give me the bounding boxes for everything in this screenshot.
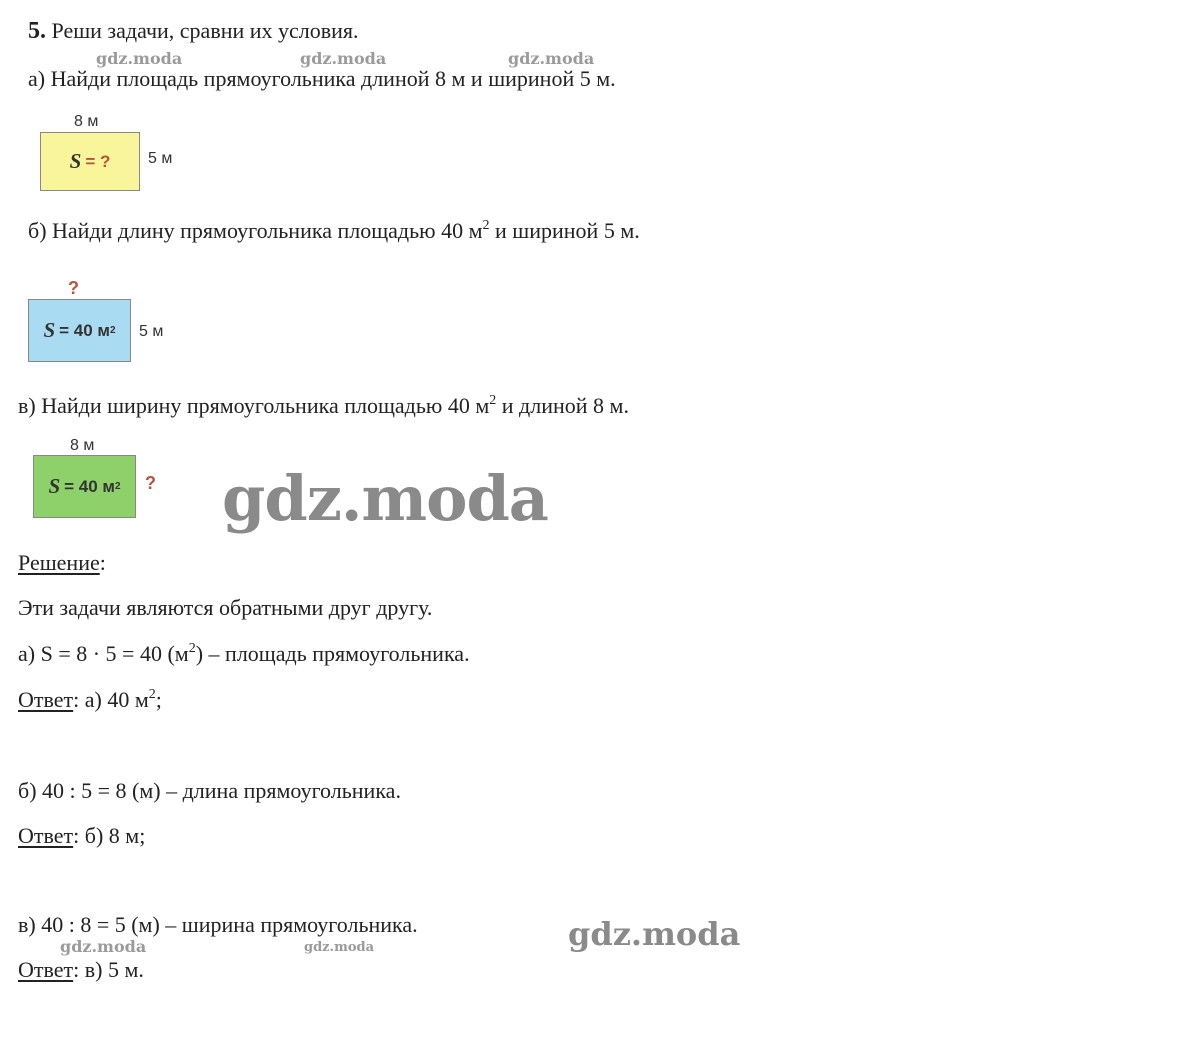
fig-c-rectangle: S = 40 м 2 <box>33 455 136 518</box>
solution-heading: Решение: <box>18 550 106 575</box>
fig-c-width-unknown: ? <box>145 473 156 493</box>
watermark-small-3: gdz.moda <box>508 49 595 68</box>
watermark-small-1: gdz.moda <box>96 49 183 68</box>
fig-a-s: S <box>69 149 82 173</box>
solution-b: б) 40 : 5 = 8 (м) – длина прямоугольника. <box>18 778 401 803</box>
fig-a-width-label: 5 м <box>148 150 173 167</box>
fig-b-width-label: 5 м <box>139 323 164 340</box>
fig-c-formula: = 40 м <box>64 476 115 496</box>
fig-a-formula: = ? <box>85 151 111 171</box>
task-title: Реши задачи, сравни их условия. <box>51 18 359 43</box>
fig-b-length-unknown: ? <box>68 278 79 298</box>
fig-c-length-label: 8 м <box>70 437 95 454</box>
task-a: а) Найди площадь прямоугольника длиной 8 м и шириной 5 м. <box>28 66 616 91</box>
task-c: в) Найди ширину прямоугольника площадью 40 $м^2$ и длиной 8 м. <box>18 393 629 418</box>
fig-a-length-label: 8 м <box>74 113 99 130</box>
task-b: б) Найди длину прямоугольника площадью 40 $м^2$ и шириной 5 м. <box>28 218 640 243</box>
watermark-small-5: gdz.moda <box>304 940 375 955</box>
fig-b-rectangle: S = 40 м 2 <box>28 299 131 362</box>
solution-intro: Эти задачи являются обратными друг другу. <box>18 595 433 620</box>
task-title-line <box>28 18 359 44</box>
answer-c: Ответ: в) 5 м. <box>18 957 144 982</box>
fig-b-formula: = 40 м <box>59 320 110 340</box>
fig-c-s: S <box>48 474 61 498</box>
answer-a: Ответ: а) 40 $м^2$; <box>18 687 162 712</box>
fig-b-s: S <box>43 318 56 342</box>
solution-a: а) S = 8 · 5 = 40 $(м^2)$ – площадь прямоугольника. <box>18 641 470 666</box>
watermark-small-2: gdz.moda <box>300 49 387 68</box>
watermark-large: gdz.moda <box>222 462 548 535</box>
task-number: 5. <box>28 18 46 44</box>
fig-a-rectangle <box>40 132 140 191</box>
watermark-medium: gdz.moda <box>568 915 741 953</box>
solution-c: в) 40 : 8 = 5 (м) – ширина прямоугольника. <box>18 912 418 937</box>
watermark-small-4: gdz.moda <box>60 937 147 956</box>
answer-b: Ответ: б) 8 м; <box>18 823 146 848</box>
